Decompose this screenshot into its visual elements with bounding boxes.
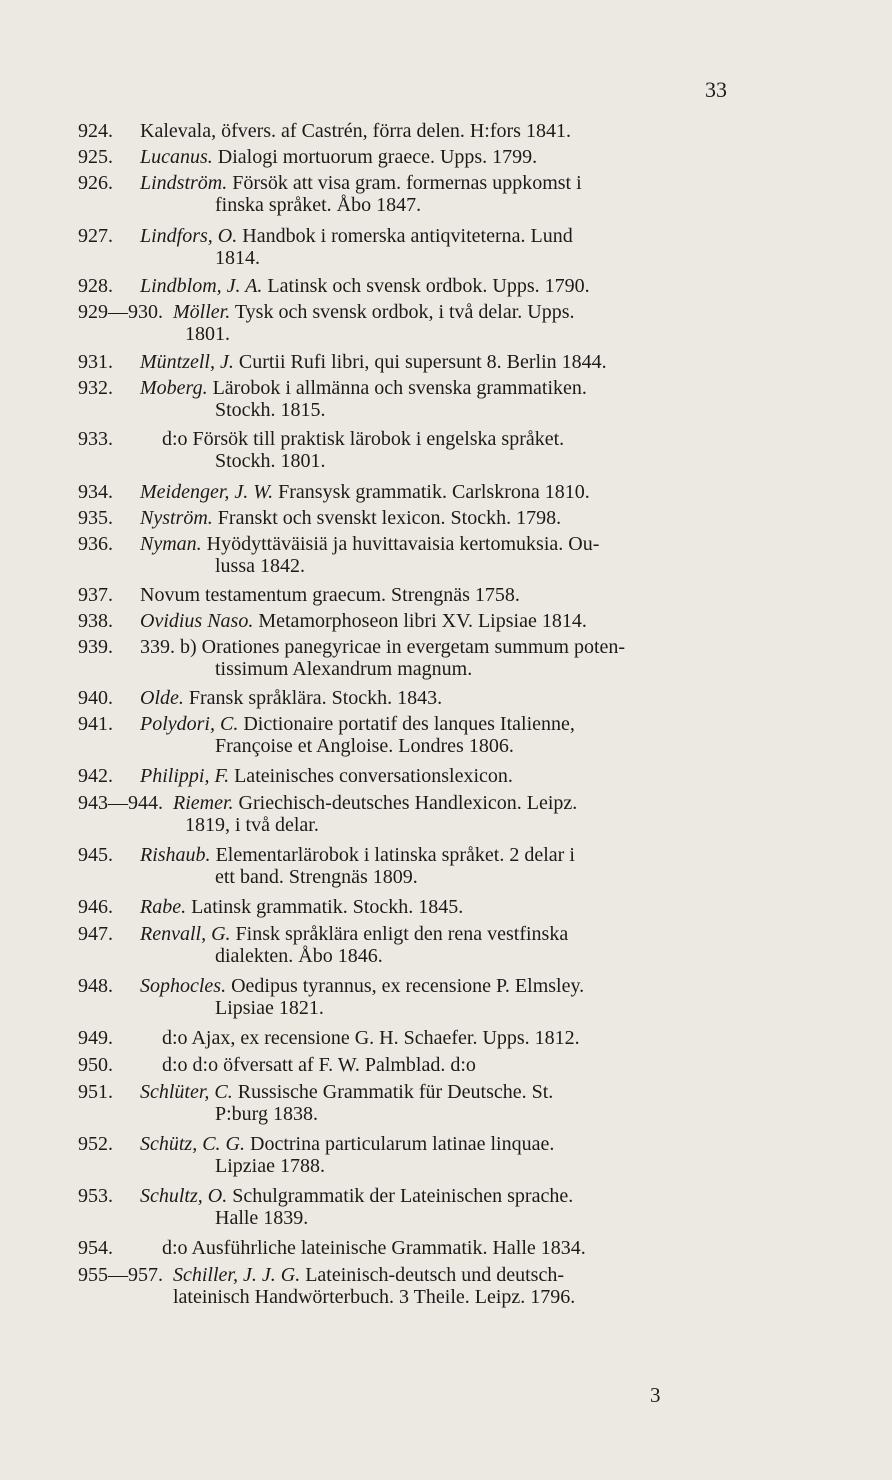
entry-number: 926.: [78, 172, 113, 194]
catalog-entry: [78, 507, 768, 529]
entry-author: Schütz, C. G.: [140, 1133, 245, 1155]
entry-line: Franskt och svenskt lexicon. Stockh. 1798.: [217, 507, 562, 529]
catalog-entry: [78, 765, 768, 787]
entry-line: d:o Ausführliche lateinische Grammatik. Halle 1834.: [162, 1237, 586, 1259]
entry-line: Fransk språklära. Stockh. 1843.: [188, 687, 443, 709]
catalog-entry: [78, 377, 768, 421]
entry-author: Nyman.: [140, 533, 202, 555]
entry-number: 947.: [78, 923, 113, 945]
catalog-entry: [78, 844, 768, 888]
entry-line: Dialogi mortuorum graece. Upps. 1799.: [217, 146, 538, 168]
entry-number: 946.: [78, 896, 113, 918]
entry-line: finska språket. Åbo 1847.: [215, 194, 422, 216]
entry-number: 927.: [78, 225, 113, 247]
entry-number: 954.: [78, 1237, 113, 1259]
entry-line: d:o Försök till praktisk lärobok i engelska språket.: [162, 428, 565, 450]
entry-number: 939.: [78, 636, 113, 658]
entry-line: 1801.: [185, 323, 230, 345]
entry-number: 942.: [78, 765, 113, 787]
entry-line: P:burg 1838.: [215, 1103, 318, 1125]
entry-line: Dictionaire portatif des lanques Italienne,: [243, 713, 575, 735]
entry-author: Meidenger, J. W.: [140, 481, 274, 503]
entry-number: 943—944.: [78, 792, 163, 814]
entry-author: Lindblom, J. A.: [140, 275, 263, 297]
entry-line: d:o Ajax, ex recensione G. H. Schaefer. Upps. 1812.: [162, 1027, 580, 1049]
entry-number: 951.: [78, 1081, 113, 1103]
entry-number: 950.: [78, 1054, 113, 1076]
entry-line: Latinsk grammatik. Stockh. 1845.: [191, 896, 464, 918]
catalog-entry: [78, 636, 768, 680]
catalog-entry: [78, 146, 768, 168]
entry-number: 941.: [78, 713, 113, 735]
catalog-entry: [78, 275, 768, 297]
entry-line: Griechisch-deutsches Handlexicon. Leipz.: [238, 792, 578, 814]
entry-line: Finsk språklära enligt den rena vestfinska: [235, 923, 569, 945]
entry-author: Schlüter, C.: [140, 1081, 233, 1103]
entry-line: dialekten. Åbo 1846.: [215, 945, 383, 967]
entry-author: Philippi, F.: [140, 765, 230, 787]
entry-author: Moberg.: [140, 377, 208, 399]
entry-line: Curtii Rufi libri, qui supersunt 8. Berlin 1844.: [238, 351, 607, 373]
catalog-entry: [78, 1133, 768, 1177]
entry-number: 937.: [78, 584, 113, 606]
catalog-entry: [78, 481, 768, 503]
entry-line: Tysk och svensk ordbok, i två delar. Upps.: [234, 301, 575, 323]
entry-author: Ovidius Naso.: [140, 610, 254, 632]
entry-author: Rishaub.: [140, 844, 211, 866]
entry-number: 924.: [78, 120, 113, 142]
entry-number: 948.: [78, 975, 113, 997]
entry-line: Försök att visa gram. formernas uppkomst i: [232, 172, 582, 194]
catalog-entry: [78, 301, 768, 345]
catalog-entries: [78, 120, 768, 1308]
entry-author: Schultz, O.: [140, 1185, 228, 1207]
entry-line: Stockh. 1801.: [215, 450, 326, 472]
entry-line: Kalevala, öfvers. af Castrén, förra delen. H:fors 1841.: [140, 120, 571, 142]
entry-number: 925.: [78, 146, 113, 168]
entry-number: 934.: [78, 481, 113, 503]
entry-line: Elementarlärobok i latinska språket. 2 delar i: [215, 844, 575, 866]
entry-number: 936.: [78, 533, 113, 555]
catalog-entry: [78, 428, 768, 472]
signature-mark: 3: [650, 1383, 661, 1407]
entry-line: 339. b) Orationes panegyricae in evergetam summum poten-: [140, 636, 626, 658]
catalog-entry: [78, 896, 768, 918]
entry-author: Polydori, C.: [140, 713, 239, 735]
entry-number: 953.: [78, 1185, 113, 1207]
entry-number: 938.: [78, 610, 113, 632]
entry-line: ett band. Strengnäs 1809.: [215, 866, 418, 888]
catalog-entry: [78, 923, 768, 967]
catalog-entry: [78, 225, 768, 269]
entry-author: Renvall, G.: [140, 923, 231, 945]
entry-author: Riemer.: [173, 792, 234, 814]
entry-number: 949.: [78, 1027, 113, 1049]
entry-author: Lindfors, O.: [140, 225, 238, 247]
entry-line: Françoise et Angloise. Londres 1806.: [215, 735, 514, 757]
catalog-entry: [78, 1237, 768, 1259]
entry-line: Halle 1839.: [215, 1207, 309, 1229]
catalog-entry: [78, 792, 768, 836]
catalog-entry: [78, 1185, 768, 1229]
entry-number: 932.: [78, 377, 113, 399]
entry-number: 928.: [78, 275, 113, 297]
catalog-entry: [78, 1081, 768, 1125]
entry-author: Möller.: [173, 301, 231, 323]
entry-number: 945.: [78, 844, 113, 866]
entry-number: 952.: [78, 1133, 113, 1155]
page-number: 33: [705, 77, 727, 102]
entry-line: Latinsk och svensk ordbok. Upps. 1790.: [267, 275, 590, 297]
entry-line: d:o d:o öfversatt af F. W. Palmblad. d:o: [162, 1054, 476, 1076]
catalog-entry: [78, 120, 768, 142]
catalog-entry: [78, 584, 768, 606]
entry-number: 929—930.: [78, 301, 163, 323]
entry-line: 1814.: [215, 247, 260, 269]
entry-author: Sophocles.: [140, 975, 227, 997]
entry-line: tissimum Alexandrum magnum.: [215, 658, 473, 680]
catalog-entry: [78, 1027, 768, 1049]
entry-line: Lipziae 1788.: [215, 1155, 325, 1177]
entry-line: Novum testamentum graecum. Strengnäs 1758.: [140, 584, 520, 606]
entry-number: 955—957.: [78, 1264, 163, 1286]
entry-author: Lucanus.: [140, 146, 213, 168]
catalog-entry: [78, 1264, 768, 1308]
catalog-entry: [78, 713, 768, 757]
entry-author: Schiller, J. J. G.: [173, 1264, 301, 1286]
entry-line: Metamorphoseon libri XV. Lipsiae 1814.: [258, 610, 587, 632]
entry-author: Lindström.: [140, 172, 228, 194]
entry-line: Russische Grammatik für Deutsche. St.: [237, 1081, 554, 1103]
entry-line: Lateinisch-deutsch und deutsch-: [305, 1264, 564, 1286]
entry-number: 931.: [78, 351, 113, 373]
entry-line: Oedipus tyrannus, ex recensione P. Elmsley.: [231, 975, 585, 997]
catalog-entry: [78, 610, 768, 632]
entry-line: Lipsiae 1821.: [215, 997, 324, 1019]
entry-line: Lateinisches conversationslexicon.: [234, 765, 513, 787]
catalog-entry: [78, 533, 768, 577]
entry-author: Olde.: [140, 687, 184, 709]
entry-number: 940.: [78, 687, 113, 709]
entry-line: lussa 1842.: [215, 555, 305, 577]
entry-line: Hyödyttäväisiä ja huvittavaisia kertomuksia. Ou-: [206, 533, 600, 555]
catalog-entry: [78, 687, 768, 709]
entry-line: Stockh. 1815.: [215, 399, 326, 421]
entry-author: Rabe.: [140, 896, 187, 918]
entry-author: Nyström.: [140, 507, 213, 529]
entry-line: Doctrina particularum latinae linquae.: [250, 1133, 555, 1155]
catalog-entry: [78, 172, 768, 216]
entry-number: 933.: [78, 428, 113, 450]
entry-line: Fransysk grammatik. Carlskrona 1810.: [278, 481, 590, 503]
catalog-entry: [78, 975, 768, 1019]
entry-line: Handbok i romerska antiqviteterna. Lund: [242, 225, 573, 247]
entry-line: lateinisch Handwörterbuch. 3 Theile. Leipz. 1796.: [173, 1286, 576, 1308]
entry-line: Schulgrammatik der Lateinischen sprache.: [232, 1185, 574, 1207]
catalog-entry: [78, 1054, 768, 1076]
entry-number: 935.: [78, 507, 113, 529]
entry-line: Lärobok i allmänna och svenska grammatiken.: [212, 377, 587, 399]
entry-author: Müntzell, J.: [140, 351, 234, 373]
catalog-entry: [78, 351, 768, 373]
entry-line: 1819, i två delar.: [185, 814, 319, 836]
